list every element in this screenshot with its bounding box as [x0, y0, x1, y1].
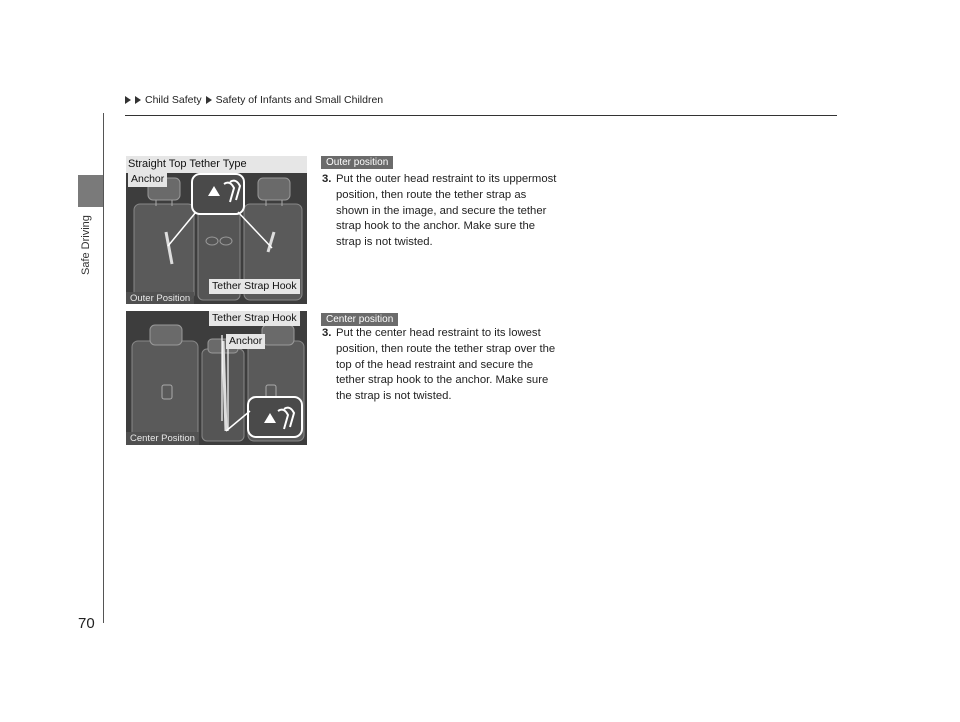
anchor-label: Anchor: [226, 334, 265, 349]
step-text: Put the outer head restraint to its uppermost position, then route the tether strap as shown in the image, and secure the tether strap hook to the anchor. Make sure the strap is not twisted.: [336, 173, 557, 249]
seat-illustration-center: [126, 311, 307, 445]
section-tab-marker: [78, 175, 104, 207]
outer-step: [322, 172, 562, 251]
step-number: 3.: [322, 173, 332, 185]
anchor-label: Anchor: [128, 172, 167, 187]
chevron-right-icon: [125, 96, 131, 104]
page-number: 70: [78, 615, 95, 632]
section-label: Safe Driving: [80, 215, 92, 275]
breadcrumb: [125, 94, 383, 106]
tether-hook-label: Tether Strap Hook: [209, 311, 300, 326]
tether-hook-label: Tether Strap Hook: [209, 279, 300, 294]
breadcrumb-item-infant-safety[interactable]: Safety of Infants and Small Children: [215, 94, 384, 106]
side-divider: [103, 113, 104, 623]
header-rule: [125, 115, 837, 116]
figure-title: Straight Top Tether Type: [126, 156, 307, 173]
outer-position-tag: Outer position: [321, 156, 393, 169]
center-step: [322, 326, 562, 405]
position-caption: Center Position: [126, 432, 199, 445]
position-caption: Outer Position: [126, 292, 194, 304]
center-position-figure: [126, 311, 307, 445]
step-number: 3.: [322, 327, 332, 339]
outer-position-figure: [126, 156, 307, 304]
chevron-right-icon: [206, 96, 212, 104]
breadcrumb-item-child-safety[interactable]: Child Safety: [145, 94, 202, 106]
step-text: Put the center head restraint to its lowest position, then route the tether strap over the top of the head restraint and secure the tether strap hook to the anchor. Make sure the strap is not twisted.: [336, 327, 556, 403]
chevron-right-icon: [135, 96, 141, 104]
center-position-tag: Center position: [321, 313, 398, 326]
